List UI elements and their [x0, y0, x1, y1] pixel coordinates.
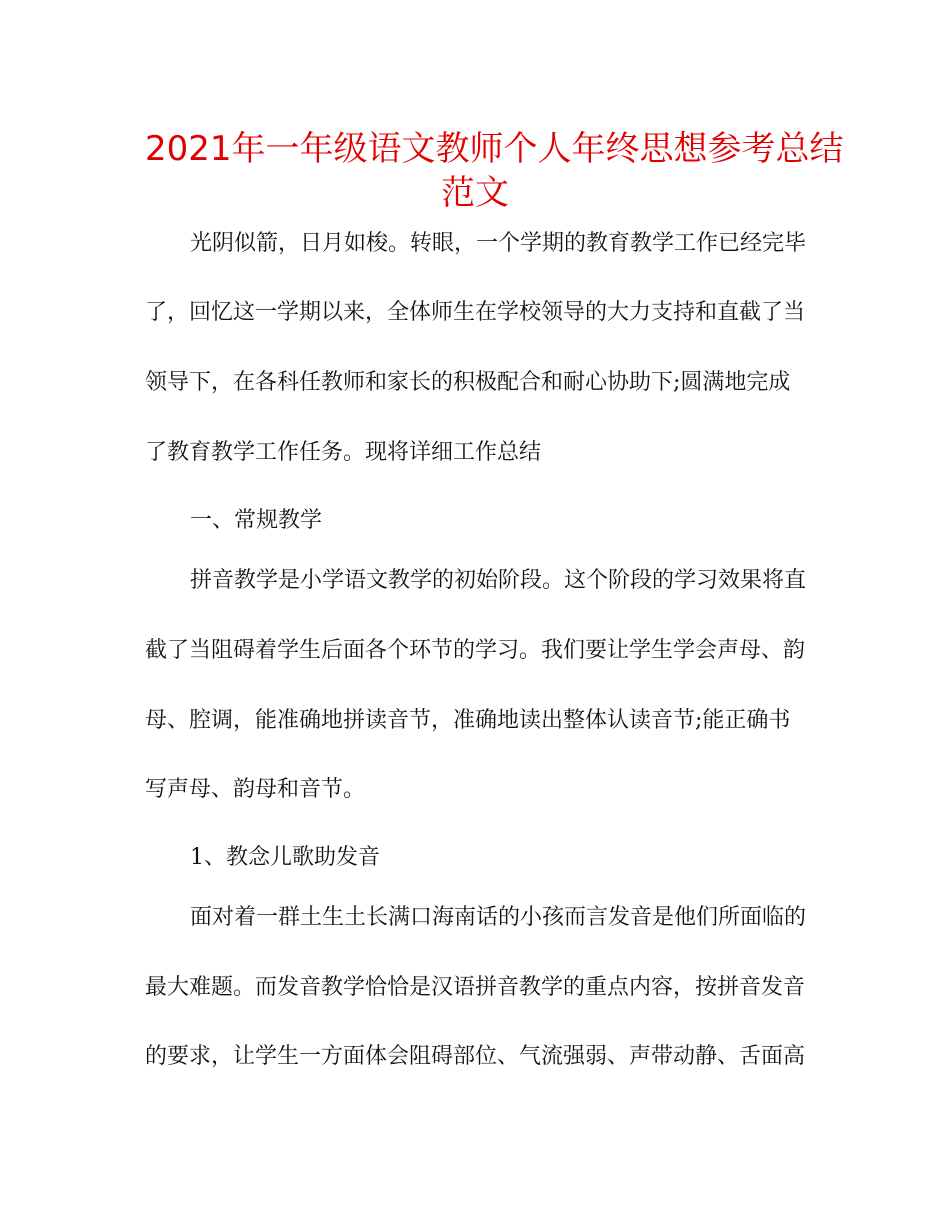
section-heading: 一、常规教学 [190, 508, 323, 533]
paragraph-line: 领导下，在各科任教师和家长的积极配合和耐心协助下;圆满地完成 [145, 370, 791, 395]
paragraph-line: 母、腔调，能准确地拼读音节，准确地读出整体认读音节;能正确书 [145, 708, 791, 733]
paragraph-line: 面对着一群土生土长满口海南话的小孩而言发音是他们所面临的 [190, 905, 807, 930]
document-title-line-1: 2021年一年级语文教师个人年终思想参考总结 [145, 129, 844, 169]
paragraph-line: 拼音教学是小学语文教学的初始阶段。这个阶段的学习效果将直 [190, 568, 807, 593]
paragraph-line: 截了当阻碍着学生后面各个环节的学习。我们要让学生学会声母、韵 [145, 638, 806, 663]
paragraph-line: 光阴似箭，日月如梭。转眼，一个学期的教育教学工作已经完毕 [190, 231, 807, 256]
document-title-line-2: 范文 [441, 173, 509, 213]
paragraph-line: 写声母、韵母和音节。 [145, 777, 366, 802]
subsection-heading: 1、教念儿歌助发音 [190, 845, 380, 870]
paragraph-line: 的要求，让学生一方面体会阻碍部位、气流强弱、声带动静、舌面高 [145, 1044, 806, 1069]
paragraph-line: 最大难题。而发音教学恰恰是汉语拼音教学的重点内容，按拼音发音 [145, 975, 806, 1000]
paragraph-line: 了，回忆这一学期以来，全体师生在学校领导的大力支持和直截了当 [145, 300, 806, 325]
paragraph-line: 了教育教学工作任务。现将详细工作总结 [145, 440, 542, 465]
